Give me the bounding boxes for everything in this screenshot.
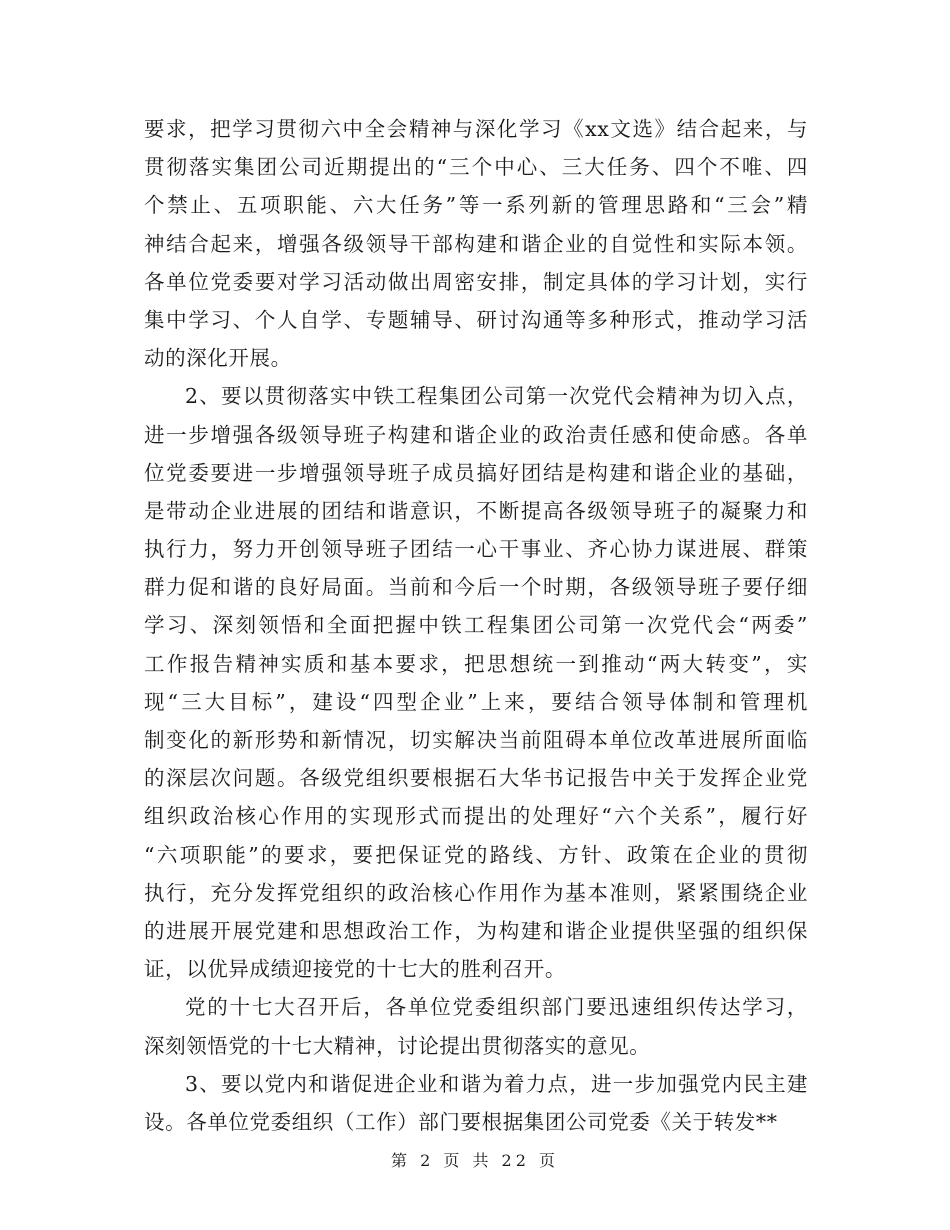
document-body (144, 110, 808, 1141)
text-line: 要求，把学习贯彻六中全会精神与深化学习《xx文选》结合起来，与 (144, 117, 808, 141)
text-line: 的进展开展党建和思想政治工作，为构建和谐企业提供坚强的组织保 (144, 918, 808, 943)
text-line: 3、要以党内和谐促进企业和谐为着力点，进一步加强党内民主建 (185, 1071, 808, 1096)
text-line: 进一步增强各级领导班子构建和谐企业的政治责任感和使命感。各单 (144, 422, 808, 447)
text-line: 2、要以贯彻落实中铁工程集团公司第一次党代会精神为切入点， (185, 384, 808, 409)
text-line: 学习、深刻领悟和全面把握中铁工程集团公司第一次党代会“两委” (144, 613, 808, 638)
text-line: 党的十七大召开后，各单位党委组织部门要迅速组织传达学习， (185, 995, 808, 1020)
text-line: 动的深化开展。 (144, 346, 292, 371)
text-line: 设。各单位党委组织（工作）部门要根据集团公司党委《关于转发** (144, 1109, 778, 1134)
text-line: 执行力，努力开创领导班子团结一心干事业、齐心协力谋进展、群策 (144, 537, 808, 562)
text-line: 制变化的新形势和新情况，切实解决当前阻碍本单位改革进展所面临 (144, 728, 808, 752)
paragraph (144, 1065, 808, 1141)
text-line: 群力促和谐的良好局面。当前和今后一个时期，各级领导班子要仔细 (144, 575, 808, 600)
text-line: 贯彻落实集团公司近期提出的“三个中心、三大任务、四个不唯、四 (144, 155, 808, 180)
paragraph (144, 377, 808, 988)
text-line: 深刻领悟党的十七大精神，讨论提出贯彻落实的意见。 (144, 1033, 651, 1058)
text-line: 集中学习、个人自学、专题辅导、研讨沟通等多种形式，推动学习活 (144, 307, 808, 332)
page-footer: 第 2 页 共 22 页 (391, 1151, 559, 1170)
text-line: 证，以优异成绩迎接党的十七大的胜利召开。 (144, 957, 566, 982)
text-line: 神结合起来，增强各级领导干部构建和谐企业的自觉性和实际本领。 (144, 231, 808, 256)
text-line: 位党委要进一步增强领导班子成员搞好团结是构建和谐企业的基础， (144, 460, 808, 485)
paragraph (144, 988, 808, 1064)
text-line: “六项职能”的要求，要把保证党的路线、方针、政策在企业的贯彻 (144, 842, 808, 867)
paragraph (144, 110, 808, 377)
text-line: 组织政治核心作用的实现形式而提出的处理好“六个关系”，履行好 (144, 804, 808, 829)
text-line: 执行，充分发挥党组织的政治核心作用作为基本准则，紧紧围绕企业 (144, 880, 808, 905)
text-line: 现“三大目标”，建设“四型企业”上来，要结合领导体制和管理机 (144, 689, 808, 714)
text-line: 是带动企业进展的团结和谐意识，不断提高各级领导班子的凝聚力和 (144, 498, 808, 523)
text-line: 的深层次问题。各级党组织要根据石大华书记报告中关于发挥企业党 (144, 766, 808, 791)
text-line: 工作报告精神实质和基本要求，把思想统一到推动“两大转变”，实 (144, 651, 808, 676)
text-line: 个禁止、五项职能、六大任务”等一系列新的管理思路和“三会”精 (144, 193, 808, 218)
text-line: 各单位党委要对学习活动做出周密安排，制定具体的学习计划，实行 (144, 269, 808, 294)
